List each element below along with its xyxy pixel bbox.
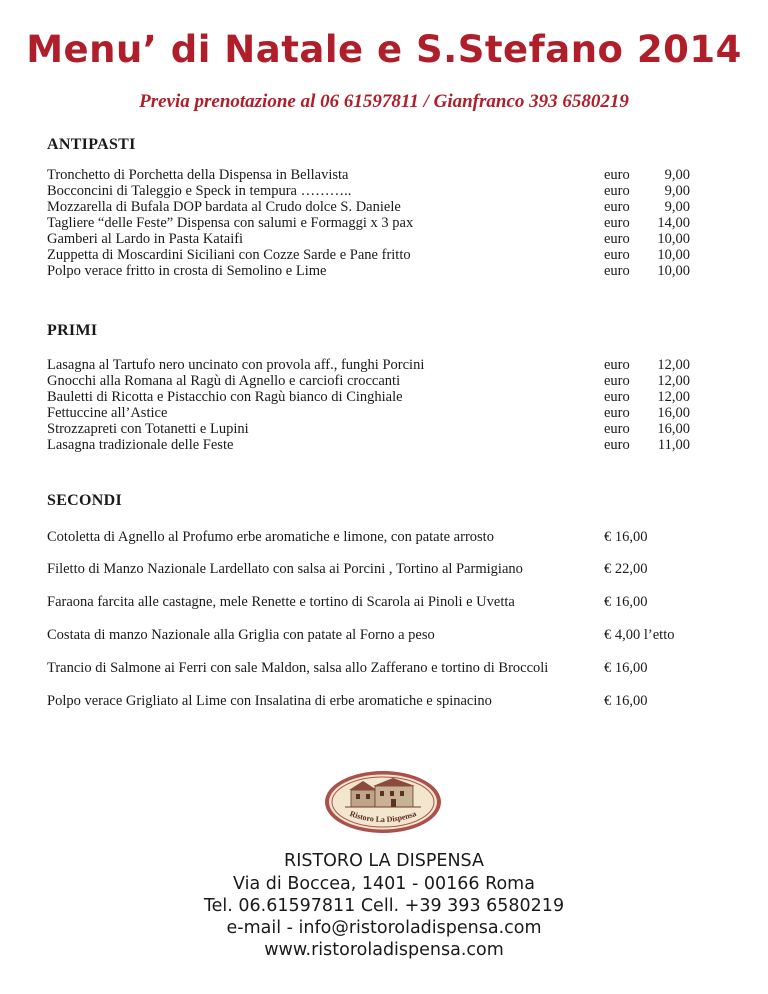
menu-title: Menu’ di Natale e S.Stefano 2014: [26, 28, 742, 71]
footer-address: Via di Boccea, 1401 - 00166 Roma: [233, 874, 535, 894]
antipasti-price: [604, 247, 690, 263]
price-value: 10,00: [657, 247, 690, 263]
secondi-price: € 4,00 l’etto: [604, 627, 675, 643]
secondi-price: € 16,00: [604, 693, 648, 709]
primi-price: [604, 389, 690, 405]
footer-phone: Tel. 06.61597811 Cell. +39 393 6580219: [203, 896, 565, 916]
price-currency: euro: [604, 357, 630, 373]
price-currency: euro: [604, 405, 630, 421]
primi-item: Strozzapreti con Totanetti e Lupini: [47, 421, 249, 437]
primi-item: Gnocchi alla Romana al Ragù di Agnello e carciofi croccanti: [47, 373, 401, 389]
primi-item: Lasagna al Tartufo nero uncinato con provola aff., funghi Porcini: [47, 357, 425, 373]
secondi-item: Costata di manzo Nazionale alla Griglia con patate al Forno a peso: [47, 627, 435, 643]
antipasti-price: [604, 183, 690, 199]
price-currency: euro: [604, 437, 630, 453]
antipasti-item: Gamberi al Lardo in Pasta Kataifi: [47, 231, 244, 247]
footer-email: e-mail - info@ristoroladispensa.com: [226, 918, 542, 938]
price-currency: euro: [604, 421, 630, 437]
price-value: 11,00: [657, 437, 690, 453]
price-value: 14,00: [657, 215, 690, 231]
antipasti-price: [604, 199, 690, 215]
reservation-info: Previa prenotazione al 06 61597811 / Gianfranco 393 6580219: [139, 91, 629, 112]
antipasti-price: [604, 263, 690, 279]
price-currency: euro: [604, 199, 630, 215]
price-currency: euro: [604, 231, 630, 247]
antipasti-item: Zuppetta di Moscardini Siciliani con Cozze Sarde e Pane fritto: [47, 247, 411, 263]
secondi-price: € 16,00: [604, 594, 648, 610]
antipasti-item: Mozzarella di Bufala DOP bardata al Crudo dolce S. Daniele: [47, 199, 401, 215]
price-value: 16,00: [657, 421, 690, 437]
price-currency: euro: [604, 183, 630, 199]
price-currency: euro: [604, 167, 630, 183]
price-currency: euro: [604, 373, 630, 389]
restaurant-logo: [323, 770, 443, 834]
price-value: 9,00: [664, 183, 690, 199]
price-currency: euro: [604, 247, 630, 263]
secondi-item: Cotoletta di Agnello al Profumo erbe aromatiche e limone, con patate arrosto: [47, 529, 494, 545]
price-value: 9,00: [664, 167, 690, 183]
footer-restaurant-name: RISTORO LA DISPENSA: [284, 851, 484, 871]
secondi-price: € 16,00: [604, 529, 648, 545]
price-currency: euro: [604, 263, 630, 279]
logo-text: Ristoro La Dispensa: [348, 809, 418, 825]
price-value: 10,00: [657, 263, 690, 279]
secondi-item: Faraona farcita alle castagne, mele Renette e tortino di Scarola ai Pinoli e Uvetta: [47, 594, 515, 610]
secondi-item: Trancio di Salmone ai Ferri con sale Maldon, salsa allo Zafferano e tortino di Broccoli: [47, 660, 549, 676]
section-title-primi: PRIMI: [47, 322, 98, 339]
secondi-price: € 16,00: [604, 660, 648, 676]
primi-item: Fettuccine all’Astice: [47, 405, 168, 421]
primi-price: [604, 405, 690, 421]
primi-price: [604, 357, 690, 373]
antipasti-item: Tronchetto di Porchetta della Dispensa in Bellavista: [47, 167, 349, 183]
primi-price: [604, 373, 690, 389]
price-value: 12,00: [657, 357, 690, 373]
secondi-price: € 22,00: [604, 561, 648, 577]
primi-item: Lasagna tradizionale delle Feste: [47, 437, 234, 453]
section-title-antipasti: ANTIPASTI: [47, 136, 136, 153]
primi-item: Bauletti di Ricotta e Pistacchio con Ragù bianco di Cinghiale: [47, 389, 403, 405]
price-currency: euro: [604, 389, 630, 405]
antipasti-price: [604, 231, 690, 247]
antipasti-price: [604, 167, 690, 183]
price-value: 16,00: [657, 405, 690, 421]
secondi-item: Filetto di Manzo Nazionale Lardellato con salsa ai Porcini , Tortino al Parmigiano: [47, 561, 523, 577]
price-value: 12,00: [657, 373, 690, 389]
antipasti-item: Polpo verace fritto in crosta di Semolino e Lime: [47, 263, 327, 279]
footer-website: www.ristoroladispensa.com: [264, 940, 504, 960]
primi-price: [604, 437, 690, 453]
price-value: 9,00: [664, 199, 690, 215]
antipasti-price: [604, 215, 690, 231]
antipasti-item: Bocconcini di Taleggio e Speck in tempura ………..: [47, 183, 352, 199]
section-title-secondi: SECONDI: [47, 492, 123, 509]
secondi-item: Polpo verace Grigliato al Lime con Insalatina di erbe aromatiche e spinacino: [47, 693, 492, 709]
price-value: 12,00: [657, 389, 690, 405]
antipasti-item: Tagliere “delle Feste” Dispensa con salumi e Formaggi x 3 pax: [47, 215, 414, 231]
primi-price: [604, 421, 690, 437]
price-currency: euro: [604, 215, 630, 231]
price-value: 10,00: [657, 231, 690, 247]
